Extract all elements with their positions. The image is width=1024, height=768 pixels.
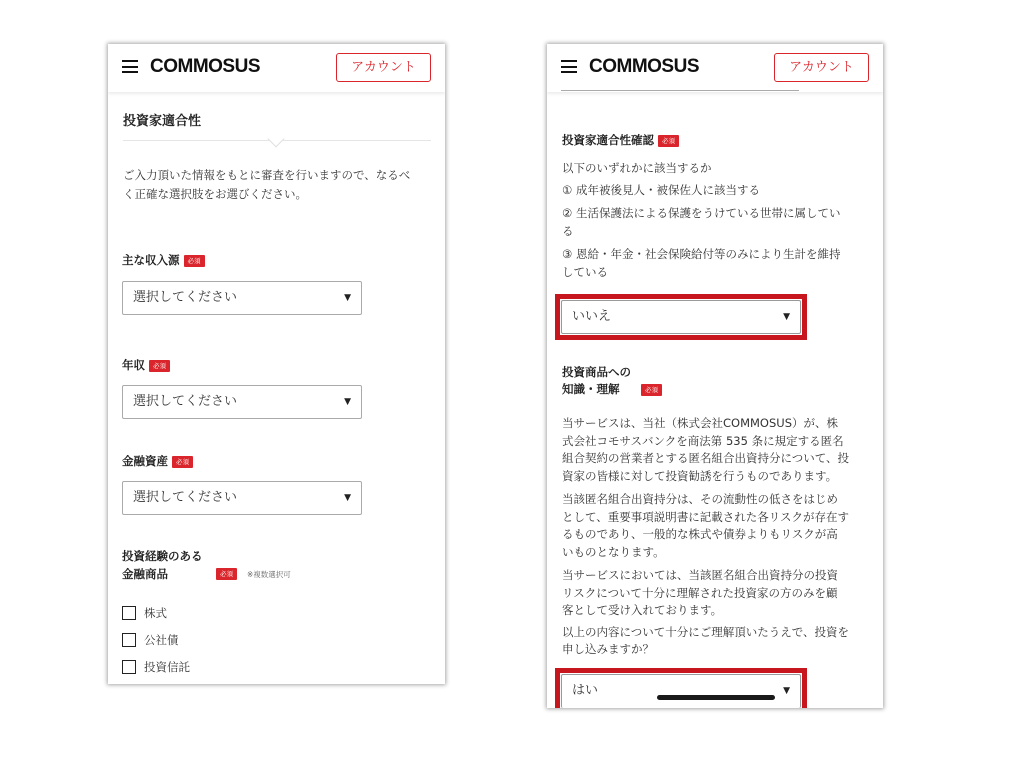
required-badge: 必須 [641, 384, 662, 396]
dropdown-arrow-icon: ▼ [344, 397, 351, 407]
hamburger-menu-icon[interactable] [561, 60, 577, 73]
hamburger-menu-icon[interactable] [122, 60, 138, 73]
field-label-experience: 投資経験のある 金融商品 [122, 549, 203, 581]
required-badge: 必須 [184, 255, 205, 267]
home-indicator-bar [657, 695, 775, 700]
brand-logo[interactable]: COMMOSUS [150, 56, 260, 77]
checkbox-stock[interactable]: 株式 [122, 605, 167, 621]
checkbox-icon[interactable] [122, 633, 136, 647]
field-label-annual-income: 年収 必須 [122, 357, 170, 373]
intro-text: ご入力頂いた情報をもとに審査を行いますので、なるべ く正確な選択肢をお選びください。 [123, 168, 411, 201]
required-badge: 必須 [216, 568, 237, 580]
checkbox-bonds[interactable]: 公社債 [122, 632, 179, 648]
checkbox-icon[interactable] [122, 606, 136, 620]
dropdown-arrow-icon: ▼ [344, 493, 351, 503]
right-phone-screen [547, 44, 883, 708]
account-button[interactable]: アカウント [774, 53, 869, 82]
checkbox-icon[interactable] [122, 660, 136, 674]
section-title: 投資家適合性 [123, 114, 202, 129]
dropdown-arrow-icon: ▼ [344, 293, 351, 303]
required-badge: 必須 [172, 456, 193, 468]
dropdown-arrow-icon: ▼ [783, 686, 790, 696]
field-label-income-source: 主な収入源 必須 [122, 252, 205, 268]
checkbox-investment-trust[interactable]: 投資信託 [122, 659, 190, 675]
financial-assets-select[interactable]: 選択してください ▼ [122, 481, 362, 515]
suitability-answer-select[interactable]: いいえ ▼ [561, 300, 801, 334]
field-label-financial-assets: 金融資産 必須 [122, 453, 193, 469]
field-label-knowledge: 投資商品への 知識・理解 [562, 365, 631, 396]
annual-income-select[interactable]: 選択してください ▼ [122, 385, 362, 419]
app-header [547, 44, 883, 92]
knowledge-disclosure-text: 当サービスは、当社（株式会社COMMOSUS）が、株 式会社コモサスバンクを商法第 535 条に規定する匿名 組合契約の営業者とする匿名組合出資持分について、投 資家の皆様に対して投資勧誘を行うものであります。 当該匿名組合出資持分は、その流動性の低さをはじめ として、重要事項説明書に記載された各リスクが存在す るものであり、一般的な株式や債券よりもリスクが高 いものとなります。 当サービスにおいては、当該匿名組合出資持分の投資 リスクについて十分に理解された投資家の方のみを顧 客として受け入れております。 以上の内容について十分にご理解頂いたうえで、投資を 申し込みますか？ [562, 416, 850, 656]
field-label-suitability: 投資家適合性確認 必須 [562, 132, 679, 148]
account-button[interactable]: アカウント [336, 53, 431, 82]
divider-notch [268, 131, 285, 148]
app-header [108, 44, 445, 92]
suitability-conditions: 以下のいずれかに該当するか ① 成年被後見人・被保佐人に該当する ② 生活保護法による保護をうけている世帯に属してい る ③ 恩給・年金・社会保険給付等のみにより生計を維持 している [562, 161, 841, 279]
left-phone-screen [108, 44, 445, 684]
brand-logo[interactable]: COMMOSUS [589, 56, 699, 77]
dropdown-arrow-icon: ▼ [783, 312, 790, 322]
income-source-select[interactable]: 選択してください ▼ [122, 281, 362, 315]
required-badge: 必須 [149, 360, 170, 372]
required-badge: 必須 [658, 135, 679, 147]
multi-select-note: ※複数選択可 [247, 570, 291, 579]
previous-field-edge [561, 90, 799, 91]
knowledge-answer-select[interactable]: はい ▼ [561, 674, 801, 708]
